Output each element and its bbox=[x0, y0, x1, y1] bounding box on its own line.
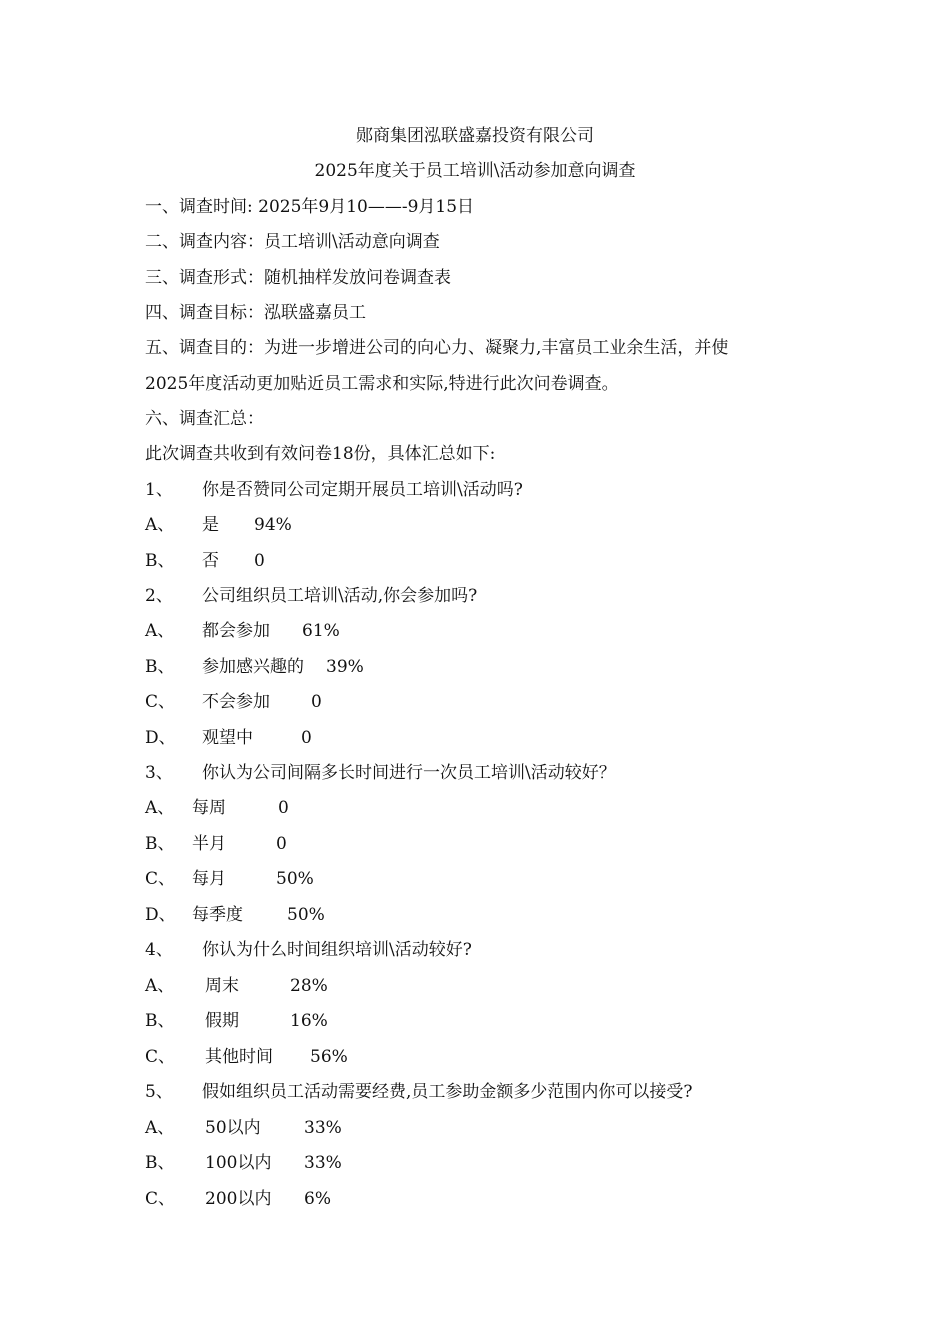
question-text: 你认为什么时间组织培训\活动较好? bbox=[202, 940, 472, 960]
option-letter: B、 bbox=[145, 1153, 175, 1173]
option-letter: B、 bbox=[145, 657, 175, 677]
option-letter: A、 bbox=[145, 1118, 175, 1138]
option-label: 是 bbox=[202, 515, 219, 535]
option-letter: B、 bbox=[145, 1011, 175, 1031]
option-value: 16% bbox=[290, 1011, 328, 1031]
option-label: 每季度 bbox=[192, 905, 243, 925]
option-letter: B、 bbox=[145, 834, 175, 854]
option-letter: A、 bbox=[145, 621, 175, 641]
option-label: 其他时间 bbox=[205, 1047, 273, 1067]
question-number: 2、 bbox=[145, 586, 173, 606]
option-label: 不会参加 bbox=[202, 692, 270, 712]
question-number: 1、 bbox=[145, 480, 173, 500]
document-title: 2025年度关于员工培训\活动参加意向调查 bbox=[314, 161, 636, 181]
option-value: 33% bbox=[304, 1153, 342, 1173]
option-label: 50以内 bbox=[205, 1118, 261, 1138]
option-value: 0 bbox=[311, 692, 322, 712]
info-form: 三、调查形式：随机抽样发放问卷调查表 bbox=[145, 268, 451, 288]
option-row bbox=[145, 1188, 331, 1298]
option-letter: D、 bbox=[145, 905, 176, 925]
company-name: 郧商集团泓联盛嘉投资有限公司 bbox=[356, 126, 594, 146]
info-purpose-cont: 2025年度活动更加贴近员工需求和实际,特进行此次问卷调查。 bbox=[145, 374, 619, 394]
option-label: 每周 bbox=[192, 798, 226, 818]
info-purpose: 五、调查目的：为进一步增进公司的向心力、凝聚力,丰富员工业余生活，并使 bbox=[145, 338, 729, 358]
option-value: 50% bbox=[276, 869, 314, 889]
info-summary-heading: 六、调查汇总： bbox=[145, 409, 264, 429]
option-label: 都会参加 bbox=[202, 621, 270, 641]
option-value: 0 bbox=[278, 798, 289, 818]
option-label: 200以内 bbox=[205, 1189, 272, 1209]
option-label: 100以内 bbox=[205, 1153, 272, 1173]
info-target: 四、调查目标：泓联盛嘉员工 bbox=[145, 303, 366, 323]
option-value: 0 bbox=[276, 834, 287, 854]
option-value: 28% bbox=[290, 976, 328, 996]
question-number: 4、 bbox=[145, 940, 173, 960]
option-value: 6% bbox=[304, 1189, 331, 1209]
option-letter: C、 bbox=[145, 1189, 176, 1209]
option-value: 56% bbox=[310, 1047, 348, 1067]
option-letter: D、 bbox=[145, 728, 176, 748]
option-value: 0 bbox=[254, 551, 265, 571]
info-content: 二、调查内容：员工培训\活动意向调查 bbox=[145, 232, 440, 252]
option-letter: A、 bbox=[145, 798, 175, 818]
question-number: 5、 bbox=[145, 1082, 173, 1102]
option-label: 每月 bbox=[192, 869, 226, 889]
question-text: 公司组织员工培训\活动,你会参加吗? bbox=[202, 586, 478, 606]
option-label: 周末 bbox=[205, 976, 239, 996]
option-letter: B、 bbox=[145, 551, 175, 571]
option-letter: C、 bbox=[145, 692, 176, 712]
option-letter: A、 bbox=[145, 976, 175, 996]
question-number: 3、 bbox=[145, 763, 173, 783]
info-summary-intro: 此次调查共收到有效问卷18份，具体汇总如下: bbox=[145, 444, 496, 464]
option-letter: C、 bbox=[145, 1047, 176, 1067]
option-value: 50% bbox=[287, 905, 325, 925]
option-label: 观望中 bbox=[202, 728, 253, 748]
option-letter: A、 bbox=[145, 515, 175, 535]
option-value: 33% bbox=[304, 1118, 342, 1138]
option-value: 94% bbox=[254, 515, 292, 535]
option-label: 否 bbox=[202, 551, 219, 571]
option-letter: C、 bbox=[145, 869, 176, 889]
option-value: 39% bbox=[326, 657, 364, 677]
option-label: 半月 bbox=[192, 834, 226, 854]
question-text: 你是否赞同公司定期开展员工培训\活动吗? bbox=[202, 480, 523, 500]
question-text: 假如组织员工活动需要经费,员工参助金额多少范围内你可以接受? bbox=[202, 1082, 693, 1102]
option-label: 假期 bbox=[205, 1011, 239, 1031]
option-value: 0 bbox=[301, 728, 312, 748]
question-text: 你认为公司间隔多长时间进行一次员工培训\活动较好？ bbox=[202, 763, 616, 783]
option-value: 61% bbox=[302, 621, 340, 641]
option-label: 参加感兴趣的 bbox=[202, 657, 304, 677]
info-time: 一、调查时间: 2025年9月10——-9月15日 bbox=[145, 197, 475, 217]
